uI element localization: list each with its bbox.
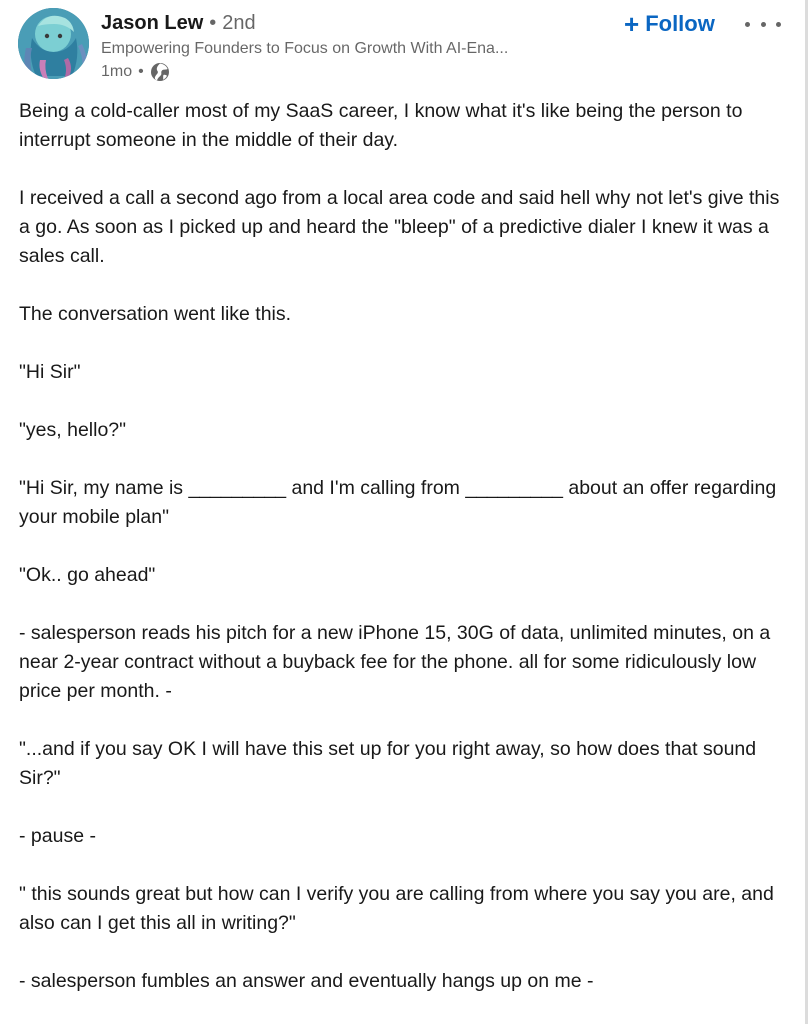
post-paragraph: I received a call a second ago from a local area code and said hell why not let's give this a go. As soon as I picked up and heard the "bleep" of a predictive dialer I knew it was a sales call. xyxy=(19,187,780,267)
more-options-button[interactable] xyxy=(745,12,781,36)
author-line xyxy=(101,12,256,38)
name-separator: • xyxy=(209,12,217,34)
post-header xyxy=(18,6,803,86)
meta-separator: • xyxy=(138,63,144,80)
follow-label: Follow xyxy=(645,11,715,36)
connection-degree: 2nd xyxy=(222,12,256,34)
post-paragraph: - salesperson reads his pitch for a new iPhone 15, 30G of data, unlimited minutes, on a near 2-year contract without a buyback fee for the phone. all for some ridiculously low price per month. - xyxy=(19,622,771,702)
ellipsis-dot xyxy=(776,22,781,27)
globe-icon xyxy=(150,62,170,82)
post-paragraph: Being a cold-caller most of my SaaS career, I know what it's like being the person to interrupt someone in the middle of their day. xyxy=(19,100,743,151)
post-paragraph: "Ok.. go ahead" xyxy=(19,564,156,586)
post-paragraph: "Hi Sir, my name is _________ and I'm calling from _________ about an offer regarding your mobile plan" xyxy=(19,477,777,528)
post-paragraph: "Hi Sir" xyxy=(19,361,81,383)
avatar[interactable] xyxy=(18,8,89,79)
avatar-image xyxy=(18,8,89,79)
author-name[interactable]: Jason Lew xyxy=(101,12,204,34)
post-paragraph: The conversation went like this. xyxy=(19,303,292,325)
ellipsis-dot xyxy=(761,22,766,27)
post-meta xyxy=(101,62,170,82)
author-headline: Empowering Founders to Focus on Growth With AI-Ena... xyxy=(101,40,509,57)
post-paragraph: " this sounds great but how can I verify you are calling from where you say you are, and also can I get this all in writing?" xyxy=(19,883,774,934)
post-paragraph: - salesperson fumbles an answer and eventually hangs up on me - xyxy=(19,970,594,992)
ellipsis-dot xyxy=(745,22,750,27)
post-paragraph: - pause - xyxy=(19,825,96,847)
post-body xyxy=(19,97,789,996)
plus-icon: + xyxy=(624,9,640,39)
follow-button[interactable] xyxy=(624,8,715,40)
post-time: 1mo xyxy=(101,63,133,80)
post-paragraph: "...and if you say OK I will have this set up for you right away, so how does that sound Sir?" xyxy=(19,738,757,789)
post-paragraph: "yes, hello?" xyxy=(19,419,127,441)
